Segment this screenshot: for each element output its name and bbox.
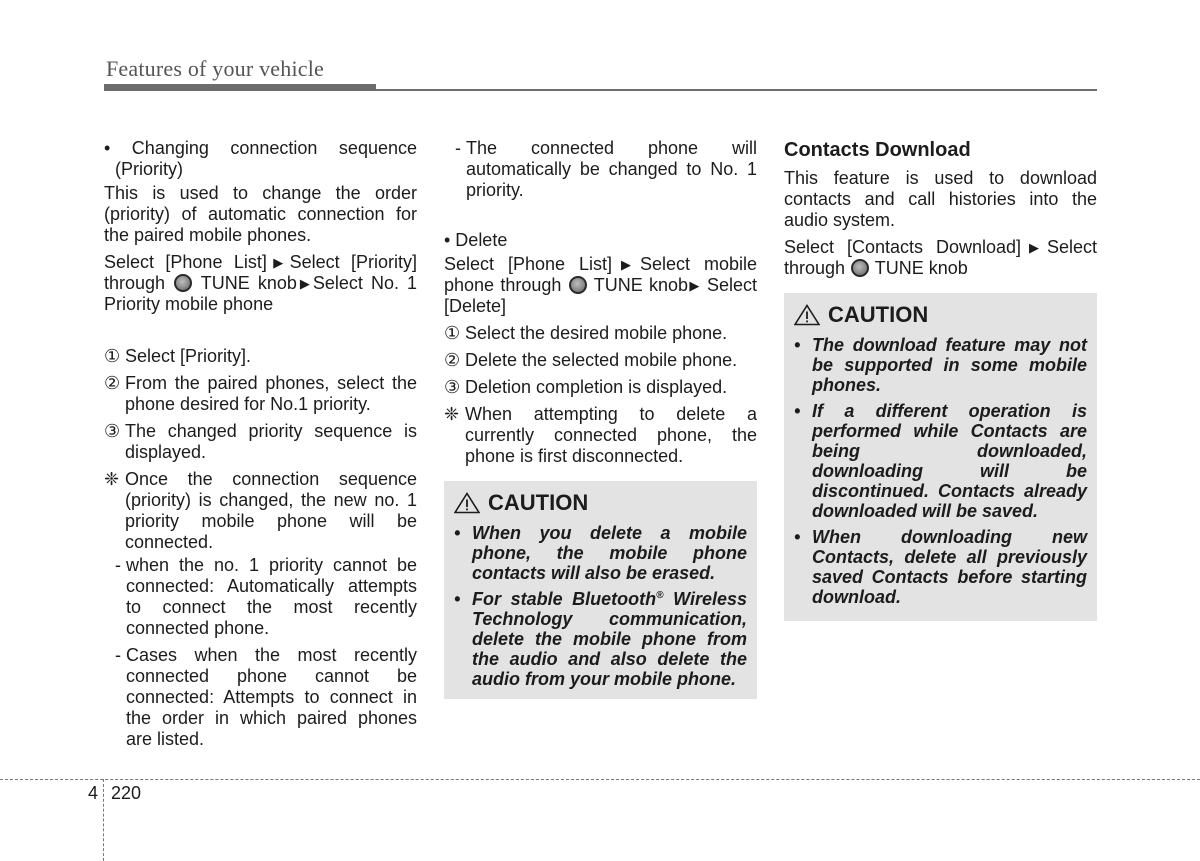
caution-text-a: For stable Bluetooth <box>472 589 657 609</box>
step-marker: ② <box>104 373 121 393</box>
step-marker: ① <box>104 346 121 366</box>
bullet-delete: • Delete <box>444 230 508 250</box>
bullet-changing-sequence <box>104 138 417 159</box>
caution-box-delete <box>444 481 757 699</box>
arrow-right-icon: ▶ <box>612 257 640 272</box>
priority-select-path <box>104 252 417 315</box>
footer-dashed-rule <box>0 779 1200 780</box>
select-path-part2: Select [Priority] through <box>104 252 417 293</box>
page-header-title: Features of your vehicle <box>106 56 325 81</box>
caution-text: If a different operation is performed while Contacts are being downloaded, downloading will be discontinued. Contacts already downloaded will be saved. <box>812 401 1087 521</box>
contacts-description: This feature is used to download contacts and call histories into the audio system. <box>784 168 1097 230</box>
step-2 <box>104 373 417 415</box>
caution-text: The download feature may not be supported in some mobile phones. <box>812 335 1087 395</box>
caution-title: CAUTION <box>488 490 589 515</box>
delete-step-1 <box>444 323 757 344</box>
caution-text-b: Wireless Technology communication, delete the mobile phone from the audio and also delete the audio from your mobile phone. <box>472 589 747 689</box>
dash-marker: - <box>115 555 121 575</box>
priority-description: This is used to change the order (priority) of automatic connection for the paired mobile phones. <box>104 183 417 245</box>
step-text: The changed priority sequence is displayed. <box>125 421 417 462</box>
note-text: When attempting to delete a currently connected phone, the phone is first disconnected. <box>465 404 757 466</box>
note-marker: ❈ <box>444 404 460 424</box>
caution-item <box>794 335 1087 395</box>
step-text: Deletion completion is displayed. <box>465 377 728 397</box>
caution-bullet: • <box>794 401 801 421</box>
caution-box-contacts <box>784 293 1097 621</box>
dash-marker: - <box>455 138 461 158</box>
chapter-number: 4 <box>88 783 99 803</box>
step-text: Delete the selected mobile phone. <box>465 350 738 370</box>
caution-text: When downloading new Contacts, delete all previously saved Contacts before starting download. <box>812 527 1087 607</box>
dash-item-2 <box>104 645 417 750</box>
caution-bullet: • <box>794 335 801 355</box>
dash-text: when the no. 1 priority cannot be connected: Automatically attempts to connect the most recently connected phone. <box>126 555 417 638</box>
select-path-part1: Select [Contacts Download] <box>784 237 1022 257</box>
select-path-part2: Select through <box>784 237 1097 278</box>
select-path-part4: Select No. 1 Priority mobile phone <box>104 273 417 314</box>
bullet-text-line1: • Changing connection sequence <box>104 138 417 158</box>
caution-bullet: • <box>794 527 801 547</box>
column-3 <box>784 138 1097 621</box>
note-text: Once the connection sequence (priority) is changed, the new no. 1 priority mobile phone will be connected. <box>125 469 417 552</box>
step-marker: ③ <box>444 377 461 397</box>
caution-bullet: • <box>454 589 461 609</box>
select-path-part3: TUNE knob <box>200 273 297 293</box>
column-2 <box>444 138 757 699</box>
footer-vertical-dashed-rule <box>103 779 104 861</box>
dash-text: Cases when the most recently connected phone cannot be connected: Attempts to connect in the order in which paired phones are listed. <box>126 645 417 749</box>
warning-triangle-icon <box>794 304 820 326</box>
arrow-right-icon: ▶ <box>688 278 701 293</box>
delete-note <box>444 404 757 467</box>
page-number: 220 <box>111 783 142 803</box>
arrow-right-icon: ▶ <box>266 255 290 270</box>
select-path-part3: TUNE knob <box>874 258 968 278</box>
caution-item <box>794 527 1087 607</box>
caution-text <box>472 589 747 689</box>
section-heading-contacts-download: Contacts Download <box>784 139 971 161</box>
step-text: From the paired phones, select the phone desired for No.1 priority. <box>125 373 417 414</box>
caution-text: When you delete a mobile phone, the mobile phone contacts will also be erased. <box>472 523 747 583</box>
column-1 <box>104 138 417 750</box>
registered-mark: ® <box>656 590 664 601</box>
priority-note <box>104 469 417 553</box>
caution-title: CAUTION <box>828 302 929 327</box>
caution-item <box>454 523 747 583</box>
dash-item-1 <box>104 555 417 639</box>
contacts-select-path <box>784 237 1097 279</box>
bullet-text-line2: (Priority) <box>115 159 183 179</box>
tune-knob-icon <box>174 274 192 292</box>
caution-item <box>454 589 747 689</box>
step-text: Select the desired mobile phone. <box>465 323 728 343</box>
dash-text: The connected phone will automatically be changed to No. 1 priority. <box>466 138 757 200</box>
delete-step-3 <box>444 377 757 398</box>
select-path-part2: Select mobile phone through <box>444 254 757 295</box>
select-path-part3: TUNE knob <box>593 275 689 295</box>
tune-knob-icon <box>569 276 587 294</box>
step-3 <box>104 421 417 463</box>
arrow-right-icon: ▶ <box>1021 240 1047 255</box>
select-path-part1: Select [Phone List] <box>444 254 613 274</box>
warning-triangle-icon <box>454 492 480 514</box>
step-1 <box>104 346 417 367</box>
dash-marker: - <box>115 645 121 665</box>
step-text: Select [Priority]. <box>125 346 252 366</box>
select-path-part4: Select [Delete] <box>444 275 757 316</box>
step-marker: ① <box>444 323 461 343</box>
caution-header <box>454 489 747 517</box>
step-marker: ② <box>444 350 461 370</box>
caution-header <box>794 301 1087 329</box>
note-marker: ❈ <box>104 469 120 489</box>
delete-select-path <box>444 254 757 317</box>
delete-step-2 <box>444 350 757 371</box>
tune-knob-icon <box>851 259 869 277</box>
dash-item-auto-priority <box>444 138 757 201</box>
caution-item <box>794 401 1087 521</box>
caution-bullet: • <box>454 523 461 543</box>
step-marker: ③ <box>104 421 121 441</box>
select-path-part1: Select [Phone List] <box>104 252 267 272</box>
arrow-right-icon: ▶ <box>296 276 313 291</box>
header-rule-thin <box>104 89 1097 91</box>
